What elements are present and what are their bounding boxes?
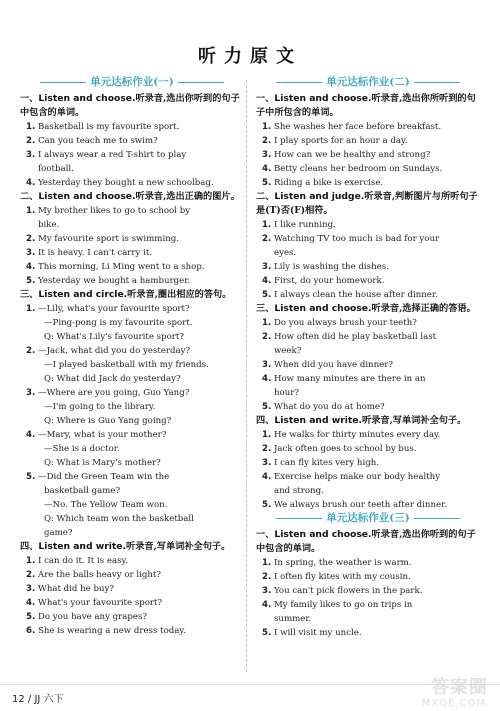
list-item: 3. I always wear a red T-shirt to play — [26, 150, 187, 160]
unit-header: 单元达标作业(二) — [256, 76, 480, 90]
list-item: 4. Yesterday they bought a new schoolbag. — [26, 178, 214, 188]
list-item: 4. How many minutes are there in an — [262, 374, 426, 384]
list-item: 2. Are the balls heavy or light? — [26, 570, 161, 580]
list-item: 4. This morning, Li Ming went to a shop. — [26, 262, 205, 272]
list-item: 4. First, do your homework. — [262, 276, 385, 286]
list-item: 3. I can fly kites very high. — [262, 458, 379, 468]
question-line: Q: Which team won the basketball — [44, 514, 194, 524]
list-item: 5. —Did the Green Team win the — [26, 472, 170, 482]
list-item: 4. Exercise helps make our body healthy — [262, 472, 441, 482]
question-title: 三、Listen and choose.听录音,选择正确的答语。 — [256, 303, 476, 314]
question-title: 二、Listen and judge.听录音,判断图片与所听句子是(T)否(F)相符。 — [256, 191, 478, 216]
watermark-text: 答案圈 — [431, 677, 488, 698]
list-item: 2. —Jack, what did you do yesterday? — [26, 346, 191, 356]
question-title: 三、Listen and circle.听录音,圈出相应的答句。 — [20, 289, 232, 300]
list-item-continuation: football. — [38, 164, 74, 174]
left-column — [20, 76, 244, 638]
dialogue-line: basketball game? — [44, 486, 121, 496]
page-number: 12 / JJ 六下 — [12, 694, 64, 705]
page-footer — [0, 677, 500, 711]
question-line: game? — [44, 528, 73, 538]
right-column — [256, 76, 480, 640]
list-item-continuation: hour? — [274, 388, 299, 398]
question-line: Q: What did Jack do yesterday? — [44, 374, 181, 384]
list-item: 1. She washes her face before breakfast. — [262, 122, 442, 132]
list-item: 2. How often did he play basketball last — [262, 332, 437, 342]
watermark-logo — [402, 673, 494, 709]
question-title: 一、Listen and choose.听录音,选出你听到的句子中包含的单词。 — [256, 529, 476, 554]
list-item-continuation: week? — [274, 346, 302, 356]
list-item: 1. I like running. — [262, 220, 336, 230]
list-item-continuation: and strong. — [274, 486, 324, 496]
list-item: 3. What did he buy? — [26, 584, 114, 594]
list-item-continuation: summer. — [274, 614, 312, 624]
list-item: 3. You can't pick flowers in the park. — [262, 586, 423, 596]
list-item: 5. I will visit my uncle. — [262, 628, 362, 638]
list-item: 2. Jack often goes to school by bus. — [262, 444, 417, 454]
list-item: 1. Basketball is my favourite sport. — [26, 122, 180, 132]
list-item: 1. —Lily, what's your favourite sport? — [26, 304, 190, 314]
question-title: 一、Listen and choose.听录音,选出你听到的句子中包含的单词。 — [20, 93, 240, 118]
list-item: 1. My brother likes to go to school by — [26, 206, 191, 216]
list-item: 5. What do you do at home? — [262, 402, 385, 412]
list-item-continuation: eyes. — [274, 248, 297, 258]
list-item: 1. He walks for thirty minutes every day. — [262, 430, 441, 440]
unit-header: 单元达标作业(三) — [256, 512, 480, 526]
list-item: 5. Yesterday we bought a hamburger. — [26, 276, 191, 286]
list-item: 4. My family likes to go on trips in — [262, 600, 413, 610]
list-item: 3. It is heavy. I can't carry it. — [26, 248, 153, 258]
list-item: 3. —Where are you going, Guo Yang? — [26, 388, 190, 398]
list-item: 3. Lily is washing the dishes. — [262, 262, 389, 272]
list-item: 5. Riding a bike is exercise. — [262, 178, 384, 188]
list-item: 1. Do you always brush your teeth? — [262, 318, 417, 328]
question-line: Q: What is Mary's mother? — [44, 458, 161, 468]
dialogue-line: —She is a doctor. — [44, 444, 120, 454]
column-divider — [246, 80, 247, 672]
watermark-url: MXQE.COM — [421, 698, 486, 709]
list-item: 2. Can you teach me to swim? — [26, 136, 158, 146]
list-item: 4. What's your favourite sport? — [26, 598, 163, 608]
question-title: 四、Listen and write.听录音,写单词补全句子。 — [20, 541, 231, 552]
question-line: Q: Where is Guo Yang going? — [44, 416, 172, 426]
list-item: 2. My favourite sport is swimming. — [26, 234, 179, 244]
list-item: 2. I often fly kites with my cousin. — [262, 572, 411, 582]
question-title: 二、Listen and choose.听录音,选出正确的图片。 — [20, 191, 240, 202]
list-item: 4. Betty cleans her bedroom on Sundays. — [262, 164, 443, 174]
list-item: 1. I can do it. It is easy. — [26, 556, 128, 566]
list-item: 6. She is wearing a new dress today. — [26, 626, 186, 636]
list-item: 1. In spring, the weather is warm. — [262, 558, 412, 568]
dialogue-line: —Ping-pong is my favourite sport. — [44, 318, 193, 328]
unit-header: 单元达标作业(一) — [20, 76, 244, 90]
dialogue-line: —I'm going to the library. — [44, 402, 156, 412]
list-item: 2. I play sports for an hour a day. — [262, 136, 408, 146]
list-item: 3. How can we be healthy and strong? — [262, 150, 431, 160]
page-title: 听力原文 — [198, 46, 302, 67]
dialogue-line: —No. The Yellow Team won. — [44, 500, 168, 510]
dialogue-line: —I played basketball with my friends. — [44, 360, 209, 370]
list-item: 4. —Mary, what is your mother? — [26, 430, 167, 440]
question-title: 一、Listen and choose.听录音,选出你所听到的句子中所包含的单词。 — [256, 93, 476, 118]
list-item: 5. I always clean the house after dinner. — [262, 290, 438, 300]
list-item: 5. We always brush our teeth after dinner. — [262, 500, 447, 510]
question-line: Q: What's Lily's favourite sport? — [44, 332, 184, 342]
list-item: 5. Do you have any grapes? — [26, 612, 147, 622]
question-title: 四、Listen and write.听录音,写单词补全句子。 — [256, 415, 467, 426]
list-item: 3. When did you have dinner? — [262, 360, 393, 370]
list-item: 2. Watching TV too much is bad for your — [262, 234, 440, 244]
list-item-continuation: bike. — [38, 220, 60, 230]
